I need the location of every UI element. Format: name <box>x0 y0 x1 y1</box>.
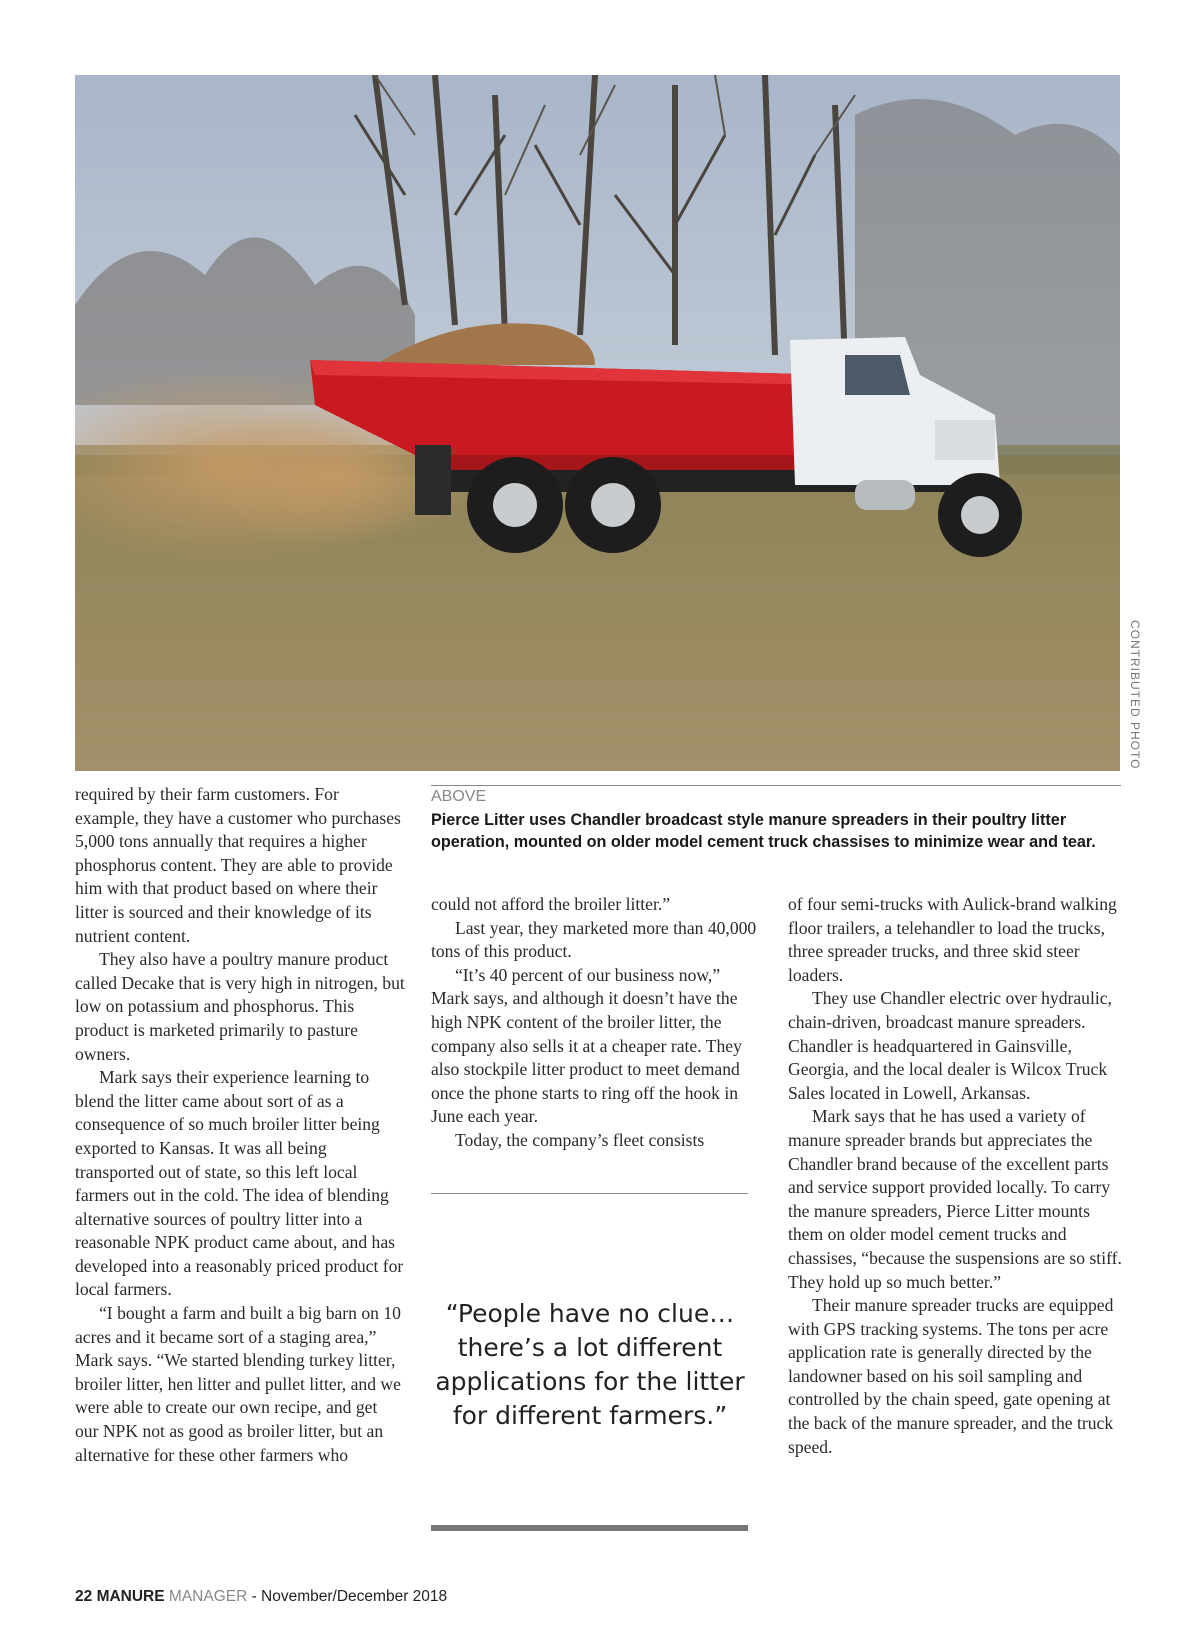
paragraph: Mark says their experience learning to blend the litter came about sort of as a consequence of so much broiler litter being exported to Kansas. It was all being transported out of state, so this left local farmers out in the cold. The idea of blending alternative sources of poultry litter into a reasonable NPK product came about, and has developed into a reasonably priced product for local farmers. <box>75 1067 404 1300</box>
article-column-2 <box>431 893 761 1153</box>
pullquote-rule-top <box>431 1193 748 1194</box>
paragraph: Today, the company’s fleet consists <box>455 1129 705 1150</box>
magazine-name-bold: MANURE <box>96 1588 165 1605</box>
pullquote-rule-bottom <box>431 1525 748 1531</box>
issue-date: - November/December 2018 <box>251 1588 448 1605</box>
paragraph: They also have a poultry manure product called Decake that is very high in nitrogen, but low on potassium and phosphorus. This product is marketed primarily to pasture owners. <box>75 949 405 1064</box>
paragraph: “I bought a farm and built a big barn on 10 acres and it became sort of a staging area,” Mark says. “We started blending turkey litter, broiler litter, hen litter and pullet litter, and we were able to create our own recipe, and get our NPK not as good as broiler litter, but an alternative for these other farmers who <box>75 1303 401 1465</box>
paragraph: Their manure spreader trucks are equipped with GPS tracking systems. The tons per acre application rate is generally directed by the landowner based on his soil sampling and controlled by the chain speed, gate opening at the back of the manure spreader, and the truck speed. <box>788 1295 1114 1457</box>
page-number: 22 <box>75 1588 93 1605</box>
paragraph: They use Chandler electric over hydraulic, chain-driven, broadcast manure spreaders. Chandler is headquartered in Gainsville, Georgia, and the local dealer is Wilcox Truck Sales located in Lowell, Arkansas. <box>788 988 1112 1103</box>
paragraph: of four semi-trucks with Aulick-brand walking floor trailers, a telehandler to load the trucks, three spreader trucks, and three skid steer loaders. <box>788 894 1117 985</box>
paragraph: Mark says that he has used a variety of manure spreader brands but appreciates the Chandler brand because of the excellent parts and service support provided locally. To carry the manure spreaders, Pierce Litter mounts them on older model cement trucks and chassises, “because the suspensions are so stiff. They hold up so much better.” <box>788 1106 1122 1292</box>
truck-photo <box>75 75 1120 771</box>
magazine-name-light: MANAGER <box>168 1588 248 1605</box>
pull-quote: “People have no clue… there’s a lot different applications for the litter for different farmers.” <box>435 1299 745 1430</box>
paragraph: required by their farm customers. For example, they have a customer who purchases 5,000 tons annually that requires a higher phosphorus content. They are able to provide him with that product based on where their litter is sourced and their knowledge of its nutrient content. <box>75 784 401 946</box>
page-footer <box>75 1588 447 1606</box>
photo-caption: Pierce Litter uses Chandler broadcast style manure spreaders in their poultry litter operation, mounted on older model cement truck chassises to minimize wear and tear. <box>431 811 1096 851</box>
photo-credit: CONTRIBUTED PHOTO <box>1128 620 1142 770</box>
caption-rule <box>431 785 1121 786</box>
article-column-3 <box>788 893 1123 1459</box>
paragraph: Last year, they marketed more than 40,000 tons of this product. <box>431 917 757 962</box>
caption-label: ABOVE <box>431 788 487 805</box>
paragraph: could not afford the broiler litter.” <box>431 894 671 914</box>
article-column-1 <box>75 783 405 1467</box>
paragraph: “It’s 40 percent of our business now,” Mark says, and although it doesn’t have the high NPK content of the broiler litter, the company also sells it at a cheaper rate. They also stockpile litter product to meet demand once the phone starts to ring off the hook in June each year. <box>431 964 742 1127</box>
